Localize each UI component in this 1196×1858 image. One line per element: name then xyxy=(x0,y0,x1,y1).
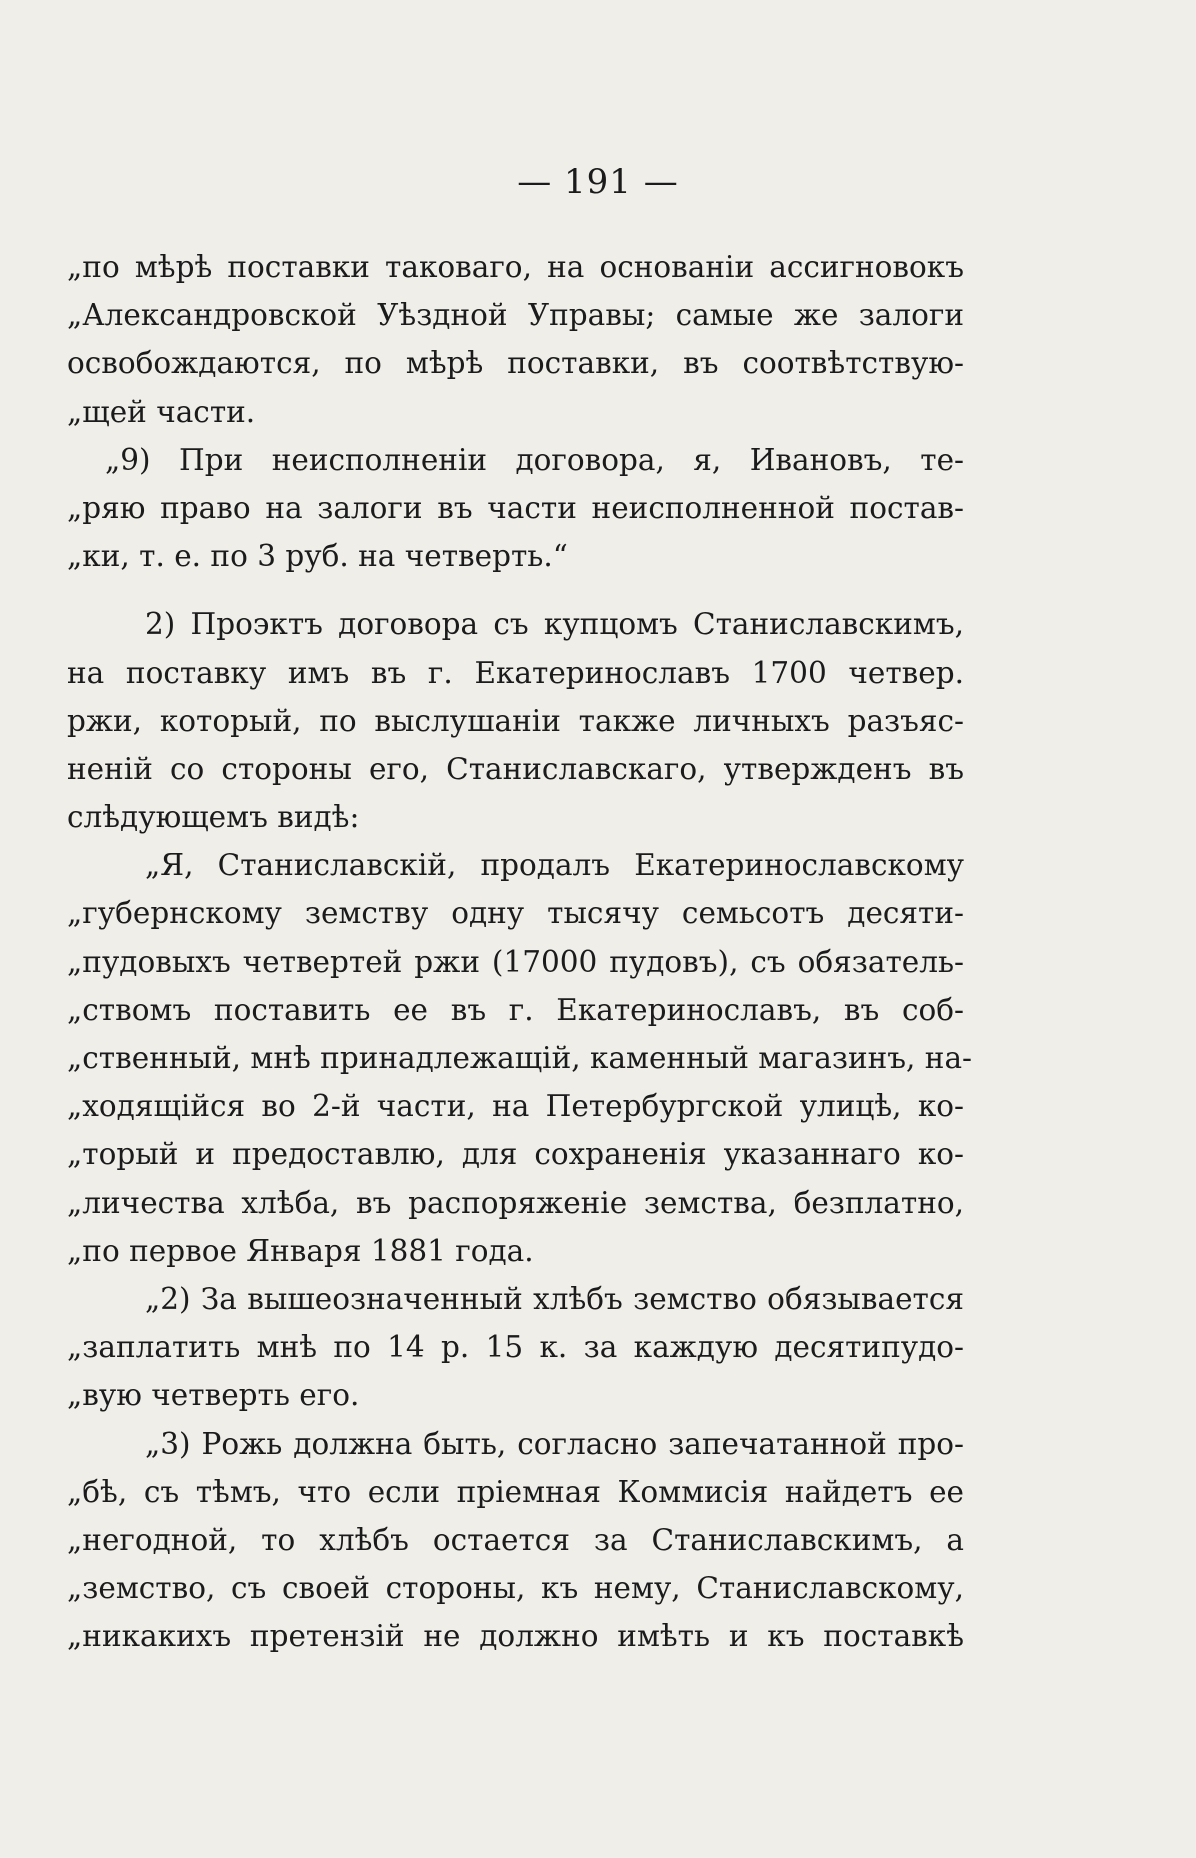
text-line: „ки, т. е. по 3 руб. на четверть.“ xyxy=(67,539,568,574)
text-line: „2) За вышеозначенный хлѣбъ земство обязывается xyxy=(145,1281,964,1316)
text-line: освобождаются, по мѣрѣ поставки, въ соотвѣтствую- xyxy=(67,346,964,381)
text-line: „пудовыхъ четвертей ржи (17000 пудовъ), съ обязатель- xyxy=(67,944,964,979)
text-line: „по первое Января 1881 года. xyxy=(67,1233,534,1268)
text-line: „губернскому земству одну тысячу семьсотъ десяти- xyxy=(67,896,964,931)
text-line: „заплатить мнѣ по 14 р. 15 к. за каждую десятипудо- xyxy=(67,1330,964,1365)
text-line: „вую четверть его. xyxy=(67,1378,360,1413)
text-line: „ходящійся во 2-й части, на Петербургской улицѣ, ко- xyxy=(67,1089,964,1124)
text-line: неній со стороны его, Станиславскаго, утвержденъ въ xyxy=(67,751,964,786)
text-line: „ственный, мнѣ принадлежащій, каменный магазинъ, на- xyxy=(67,1041,973,1075)
text-line: „по мѣрѣ поставки таковаго, на основаніи ассигновокъ xyxy=(67,250,964,284)
text-line: „Александровской Уѣздной Управы; самые же залоги xyxy=(67,298,964,333)
text-line: ржи, который, по выслушаніи также личныхъ разъяс- xyxy=(67,703,964,738)
body-text xyxy=(67,243,973,1660)
page-number: — 191 — xyxy=(517,162,679,202)
text-line: „никакихъ претензій не должно имѣть и къ поставкѣ xyxy=(67,1619,964,1654)
text-line: „9) При неисполненіи договора, я, Ивановъ, те- xyxy=(105,442,964,477)
text-line: слѣдующемъ видѣ: xyxy=(67,800,360,835)
text-line: „земство, съ своей стороны, къ нему, Станиславскому, xyxy=(67,1571,964,1606)
text-line: „бѣ, съ тѣмъ, что если пріемная Коммисія найдетъ ее xyxy=(67,1474,964,1509)
text-line: „торый и предоставлю, для сохраненія указаннаго ко- xyxy=(67,1137,964,1172)
text-line: на поставку имъ въ г. Екатеринославъ 1700 четвер. xyxy=(67,655,964,690)
text-line: „ствомъ поставить ее въ г. Екатеринославъ, въ соб- xyxy=(67,992,964,1027)
text-line: „3) Рожь должна быть, согласно запечатанной про- xyxy=(145,1426,964,1461)
text-line: 2) Проэктъ договора съ купцомъ Станиславскимъ, xyxy=(145,607,964,642)
text-line: „ряю право на залоги въ части неисполненной постав- xyxy=(67,490,964,525)
text-line: „личества хлѣба, въ распоряженіе земства, безплатно, xyxy=(67,1185,964,1220)
text-line: „Я, Станиславскій, продалъ Екатеринославскому xyxy=(145,848,964,883)
text-line: „щей части. xyxy=(67,394,256,429)
text-line: „негодной, то хлѣбъ остается за Станиславскимъ, а xyxy=(67,1522,964,1557)
